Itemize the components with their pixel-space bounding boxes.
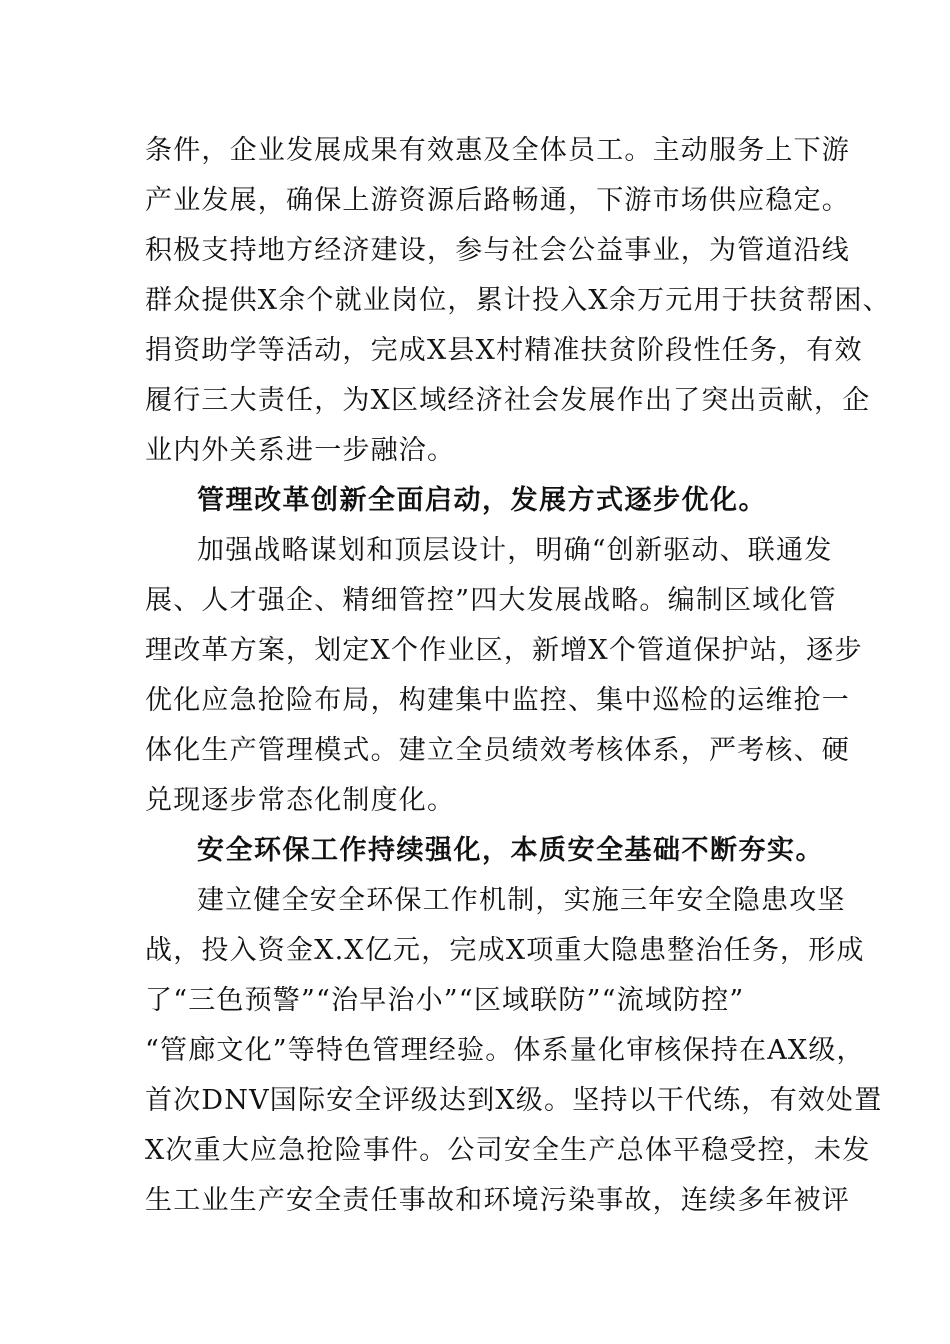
paragraph-line: X次重大应急抢险事件。公司安全生产总体平稳受控，未发 <box>145 1135 871 1166</box>
paragraph-line: 展、人才强企、精细管控”四大发展战略。编制区域化管 <box>145 585 837 616</box>
paragraph-line: 了“三色预警”“治早治小”“区域联防”“流域防控” <box>145 985 745 1016</box>
paragraph-line: 加强战略谋划和顶层设计，明确“创新驱动、联通发 <box>197 535 833 566</box>
paragraph-line: 建立健全安全环保工作机制，实施三年安全隐患攻坚 <box>197 885 846 916</box>
paragraph-line: 条件，企业发展成果有效惠及全体员工。主动服务上下游 <box>145 135 850 166</box>
paragraph-line: 积极支持地方经济建设，参与社会公益事业，为管道沿线 <box>145 235 850 266</box>
paragraph-line: 履行三大责任，为X区域经济社会发展作出了突出贡献，企 <box>145 385 871 416</box>
paragraph-line: 战，投入资金X.X亿元，完成X项重大隐患整治任务，形成 <box>145 935 865 966</box>
paragraph-line: 优化应急抢险布局，构建集中监控、集中巡检的运维抢一 <box>145 685 850 716</box>
paragraph-line: 业内外关系进一步融洽。 <box>145 435 456 466</box>
paragraph-line: 生工业生产安全责任事故和环境污染事故，连续多年被评 <box>145 1185 850 1216</box>
paragraph-line: 首次DNV国际安全评级达到X级。坚持以干代练，有效处置 <box>145 1085 883 1116</box>
paragraph-line: 捐资助学等活动，完成X县X村精准扶贫阶段性任务，有效 <box>145 335 863 366</box>
paragraph-line: 兑现逐步常态化制度化。 <box>145 785 456 816</box>
section-heading: 安全环保工作持续强化，本质安全基础不断夯实。 <box>197 835 824 866</box>
paragraph-line: “管廊文化”等特色管理经验。体系量化审核保持在AX级， <box>145 1035 865 1066</box>
paragraph-line: 理改革方案，划定X个作业区，新增X个管道保护站，逐步 <box>145 635 863 666</box>
paragraph-line: 体化生产管理模式。建立全员绩效考核体系，严考核、硬 <box>145 735 850 766</box>
paragraph-line: 群众提供X余个就业岗位，累计投入X余万元用于扶贫帮困、 <box>145 285 891 316</box>
paragraph-line: 产业发展，确保上游资源后路畅通，下游市场供应稳定。 <box>145 185 850 216</box>
section-heading: 管理改革创新全面启动，发展方式逐步优化。 <box>197 485 767 516</box>
